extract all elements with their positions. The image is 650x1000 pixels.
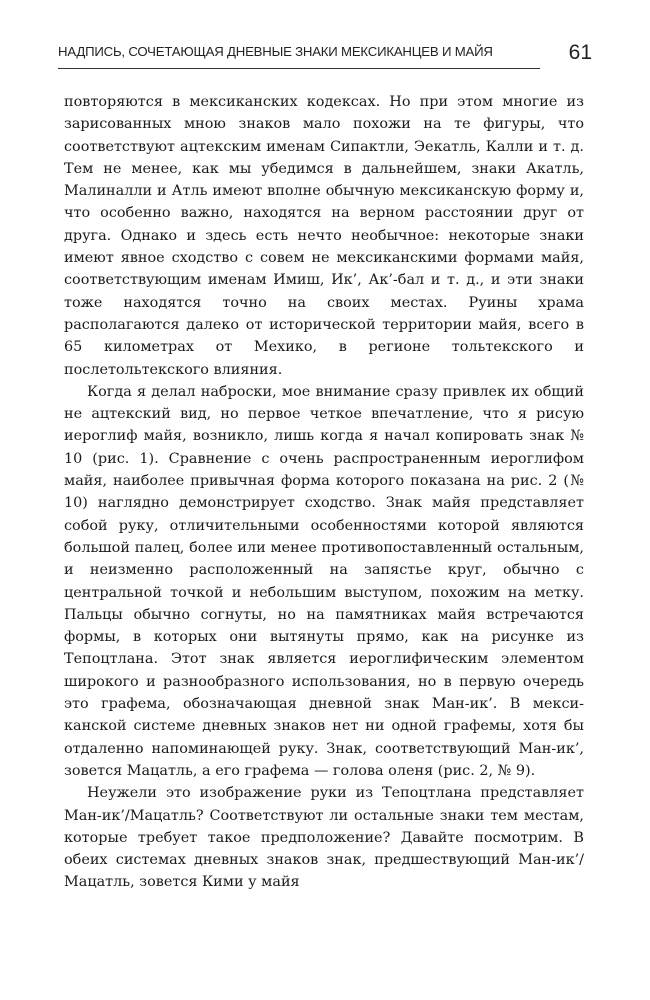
running-header <box>58 40 592 70</box>
page-number: 61 <box>568 41 592 64</box>
header-rule <box>58 68 540 69</box>
paragraph: Неужели это изображение руки из Тепоцтлана представляет Ман-ик’/Мацатль? Соответствуют ли остальные знаки тем местам, которые требует такое предположение? Давайте посмотрим. В обеих системах дневных знаков знак, предшествующий Ман-ик’/Мацатль, зовется Кими у майя <box>64 785 584 891</box>
running-title: НАДПИСЬ, СОЧЕТАЮЩАЯ ДНЕВНЫЕ ЗНАКИ МЕКСИКАНЦЕВ И МАЙЯ <box>58 44 493 59</box>
paragraph: Когда я делал наброски, мое внимание сразу привлек их общий не ацтекский вид, но первое четкое впечатление, что я рисую иероглиф майя, возникло, лишь когда я начал копировать знак № 10 (рис. 1). Сравнение с очень распространенным иероглифом майя, наиболее привычная форма которого показана на рис. 2 (№ 10) наглядно демонстрирует сходство. Знак майя представляет собой руку, отличительными особенностями которой являются большой палец, более или менее противопоставленный остальным, и неизменно расположенный на запястье круг, обычно с центральной точкой и небольшим выступом, похожим на метку. Пальцы обычно согнуты, но на памятниках майя встречаются формы, в которых они вытянуты прямо, как на рисунке из Тепоцтлана. Этот знак является иероглифическим элементом широкого и разнообразного использования, но в первую очередь это графема, обозначающая дневной знак Ман-ик’. В мексиканской системе дневных знаков нет ни одной графемы, хотя бы отдаленно напоминающей руку. Знак, соответствующий Ман-ик’, зовется Мацатль, а его графема — голова оленя (рис. 2, № 9). <box>64 383 584 779</box>
paragraph-continuation: повторяются в мексиканских кодексах. Но при этом многие из зарисованных мною знаков мало похожи на те фигуры, что соответствуют ацтекским именам Сипактли, Эекатль, Калли и т. д. Тем не менее, как мы убедимся в дальнейшем, знаки Акатль, Малиналли и Атль имеют вполне обычную мексиканскую форму и, что особенно важно, находятся на верном расстоянии друг от друга. Однако и здесь есть нечто необычное: некоторые знаки имеют явное сходство с совем не мексиканскими формами майя, соответствующим именам Имиш, Ик’, Ак’-бал и т. д., и эти знаки тоже находятся точно на своих местах. Руины храма располагаются далеко от исторической территории майя, всего в 65 километрах от Мехико, в регионе тольтекского и послетольтекского влияния. <box>64 94 584 378</box>
body-text <box>64 91 584 894</box>
